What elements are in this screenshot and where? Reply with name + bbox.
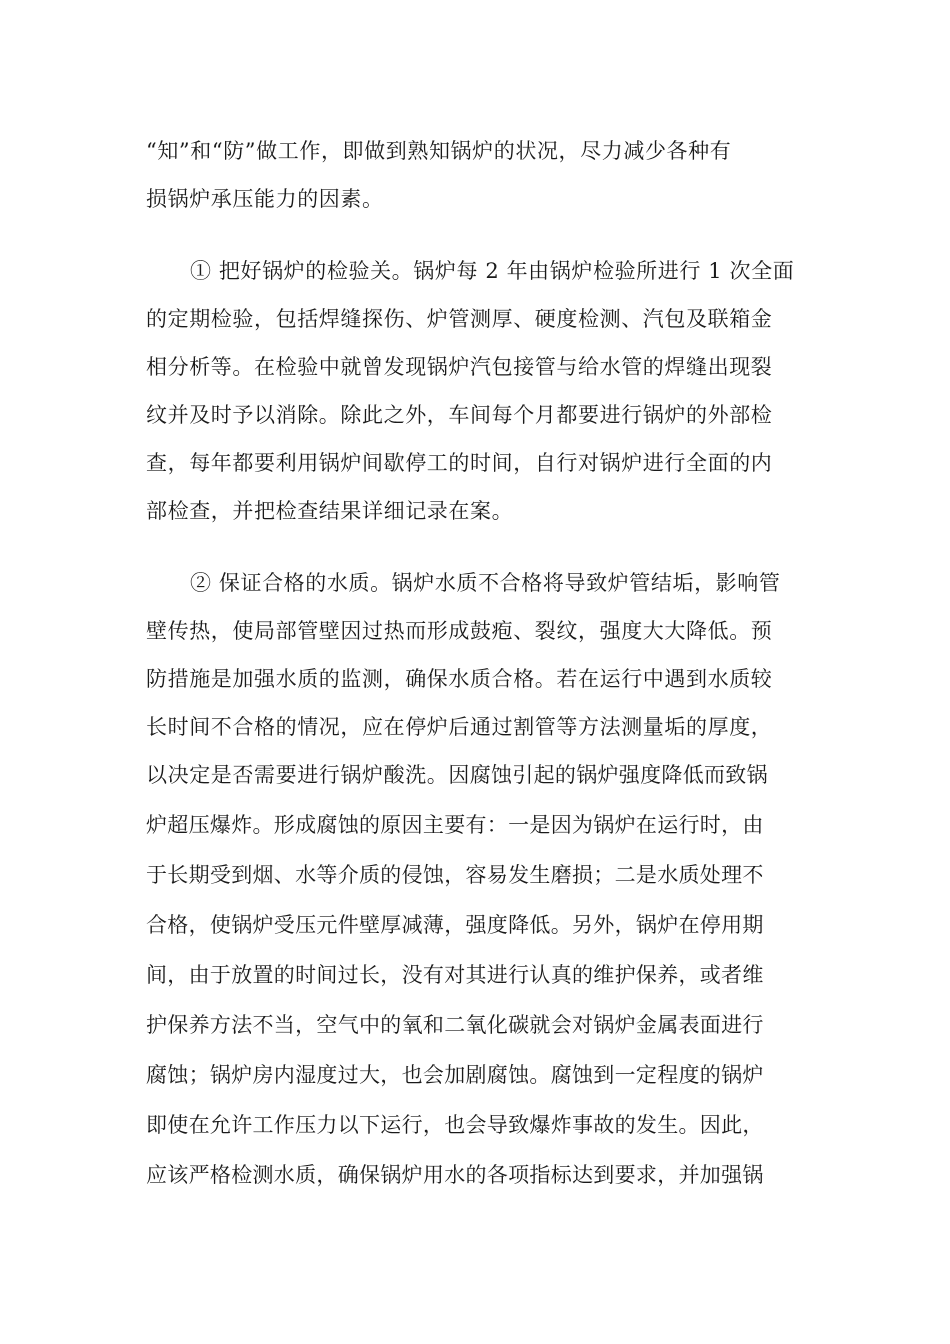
text-line: 查，每年都要利用锅炉间歇停工的时间，自行对锅炉进行全面的内 xyxy=(146,451,773,475)
text-line: ① 把好锅炉的检验关。锅炉每 2 年由锅炉检验所进行 1 次全面 xyxy=(190,259,795,283)
text-line: 纹并及时予以消除。除此之外，车间每个月都要进行锅炉的外部检 xyxy=(146,403,773,427)
text-line: 防措施是加强水质的监测，确保水质合格。若在运行中遇到水质较 xyxy=(146,667,773,691)
text-line: 于长期受到烟、水等介质的侵蚀，容易发生磨损；二是水质处理不 xyxy=(146,863,764,887)
text-line: 部检查，并把检查结果详细记录在案。 xyxy=(146,499,514,523)
text-line: 炉超压爆炸。形成腐蚀的原因主要有：一是因为锅炉在运行时，由 xyxy=(146,813,764,837)
text-line: 腐蚀；锅炉房内湿度过大，也会加剧腐蚀。腐蚀到一定程度的锅炉 xyxy=(146,1063,764,1087)
text-line: 合格，使锅炉受压元件壁厚减薄，强度降低。另外，锅炉在停用期 xyxy=(146,913,764,937)
text-line: ② 保证合格的水质。锅炉水质不合格将导致炉管结垢，影响管 xyxy=(190,571,781,595)
text-line: 的定期检验，包括焊缝探伤、炉管测厚、硬度检测、汽包及联箱金 xyxy=(146,307,773,331)
text-line: 长时间不合格的情况，应在停炉后通过割管等方法测量垢的厚度， xyxy=(146,715,773,739)
text-line: 壁传热，使局部管壁因过热而形成鼓疱、裂纹，强度大大降低。预 xyxy=(146,619,773,643)
text-run-serif: 以决定是否需要进行锅炉酸洗。 xyxy=(146,763,449,787)
text-line: 损锅炉承压能力的因素。 xyxy=(146,187,384,211)
text-line: 护保养方法不当，空气中的氧和二氧化碳就会对锅炉金属表面进行 xyxy=(146,1013,764,1037)
text-line-mixed xyxy=(146,760,806,790)
text-line: 相分析等。在检验中就曾发现锅炉汽包接管与给水管的焊缝出现裂 xyxy=(146,355,773,379)
text-line: 应该严格检测水质，确保锅炉用水的各项指标达到要求，并加强锅 xyxy=(146,1163,764,1187)
text-line: 间，由于放置的时间过长，没有对其进行认真的维护保养，或者维 xyxy=(146,963,764,987)
text-run-sans: 因腐蚀引起的锅炉强度降低而致锅 xyxy=(448,763,768,787)
text-line: 即使在允许工作压力以下运行，也会导致爆炸事故的发生。因此， xyxy=(146,1113,764,1137)
text-line: “知”和“防”做工作，即做到熟知锅炉的状况，尽力减少各种有 xyxy=(146,139,732,163)
